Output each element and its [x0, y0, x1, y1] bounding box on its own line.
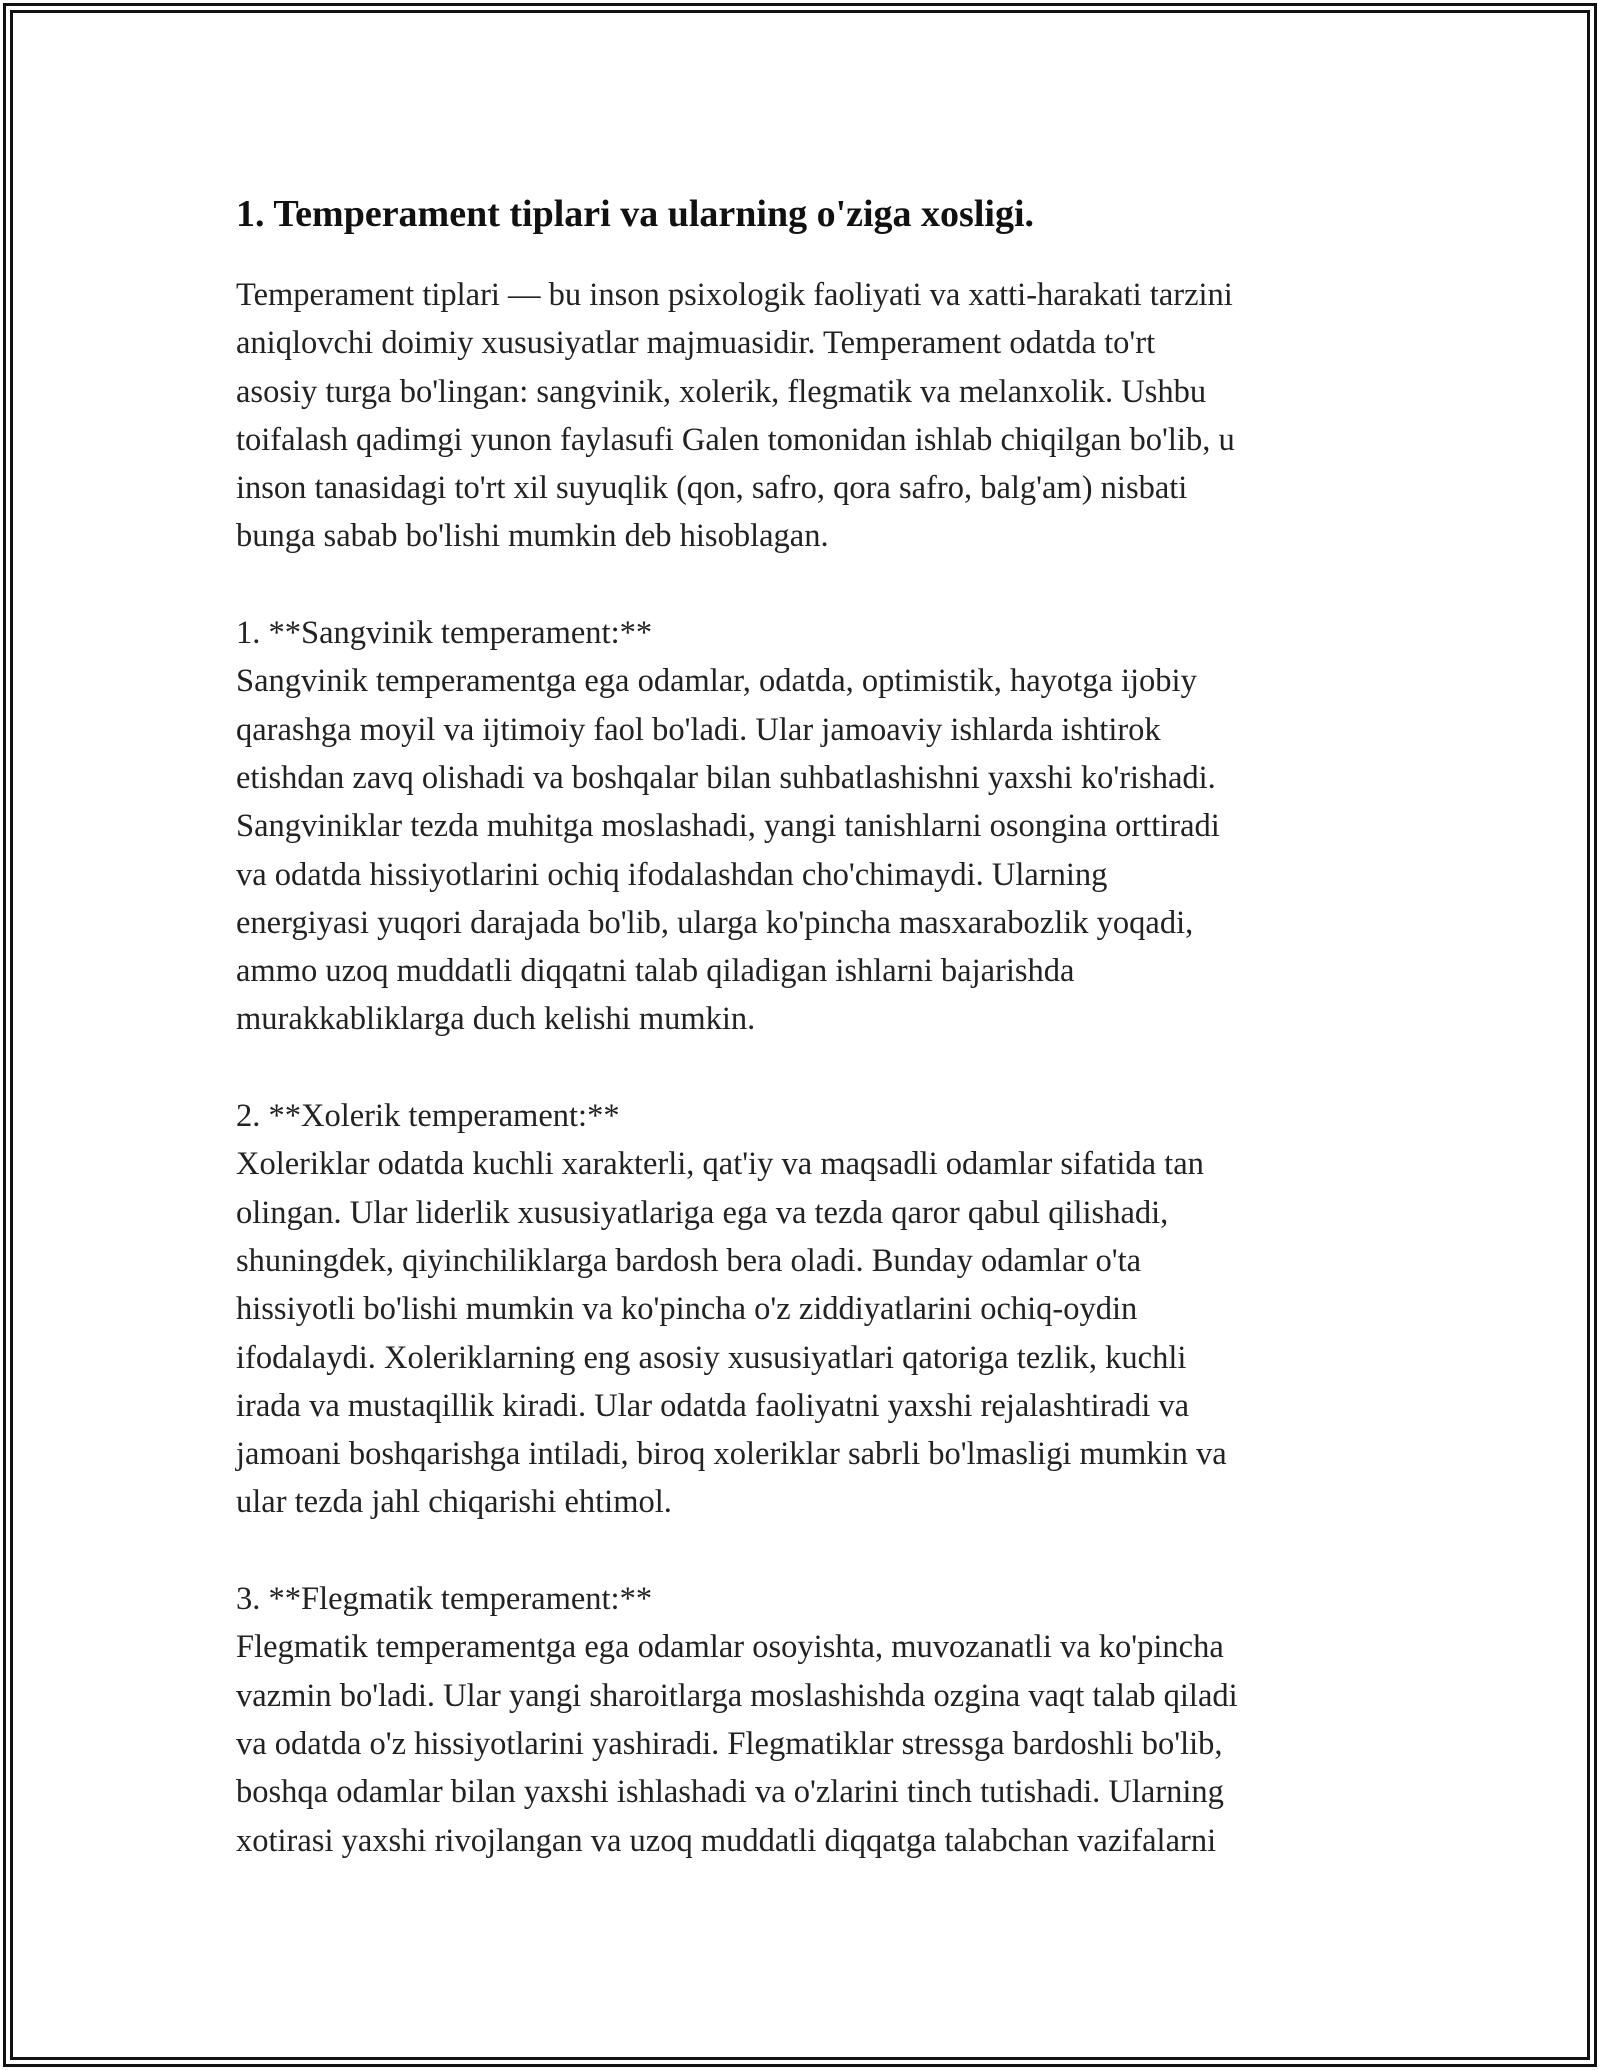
paragraph-gap [236, 1044, 1376, 1092]
text-line: shuningdek, qiyinchiliklarga bardosh bera oladi. Bunday odamlar o'ta [236, 1242, 1142, 1279]
intro-paragraph [236, 271, 1376, 561]
text-line: vazmin bo'ladi. Ular yangi sharoitlarga moslashishda ozgina vaqt talab qiladi [236, 1677, 1238, 1714]
document-body [236, 188, 1376, 1865]
text-line: energiyasi yuqori darajada bo'lib, ularga ko'pincha masxarabozlik yoqadi, [236, 904, 1194, 941]
text-line: irada va mustaqillik kiradi. Ular odatda faoliyatni yaxshi rejalashtiradi va [236, 1387, 1190, 1424]
document-title: 1. Temperament tiplari va ularning o'ziga xosligi. [236, 193, 1035, 235]
text-line: ular tezda jahl chiqarishi ehtimol. [236, 1484, 672, 1521]
text-line: murakkabliklarga duch kelishi mumkin. [236, 1001, 756, 1038]
text-line: xotirasi yaxshi rivojlangan va uzoq muddatli diqqatga talabchan vazifalarni [236, 1822, 1217, 1859]
text-line: toifalash qadimgi yunon faylasufi Galen tomonidan ishlab chiqilgan bo'lib, u [236, 421, 1235, 458]
text-line: Xoleriklar odatda kuchli xarakterli, qat'iy va maqsadli odamlar sifatida tan [236, 1146, 1204, 1183]
text-line: Temperament tiplari — bu inson psixologik faoliyati va xatti-harakati tarzini [236, 277, 1233, 313]
text-line: inson tanasidagi to'rt xil suyuqlik (qon, safro, qora safro, balg'am) nisbati [236, 470, 1188, 507]
text-line: Sangviniklar tezda muhitga moslashadi, yangi tanishlarni osongina orttiradi [236, 808, 1220, 845]
text-line: jamoani boshqarishga intiladi, biroq xoleriklar sabrli bo'lmasligi mumkin va [236, 1436, 1227, 1473]
text-line: va odatda o'z hissiyotlarini yashiradi. Flegmatiklar stressga bardoshli bo'lib, [236, 1725, 1223, 1762]
paragraph-gap [236, 561, 1376, 609]
text-line: va odatda hissiyotlarini ochiq ifodalashdan cho'chimaydi. Ularning [236, 856, 1108, 893]
text-line: asosiy turga bo'lingan: sangvinik, xolerik, flegmatik va melanxolik. Ushbu [236, 373, 1207, 410]
section-heading: 1. **Sangvinik temperament:** [236, 615, 653, 652]
section-sangvinik [236, 609, 1376, 1044]
text-line: qarashga moyil va ijtimoiy faol bo'ladi. Ular jamoaviy ishlarda ishtirok [236, 711, 1161, 748]
section-heading: 2. **Xolerik temperament:** [236, 1098, 620, 1135]
text-line: olingan. Ular liderlik xususiyatlariga ega va tezda qaror qabul qilishadi, [236, 1194, 1169, 1231]
paragraph-gap [236, 1527, 1376, 1575]
section-xolerik [236, 1092, 1376, 1527]
text-line: aniqlovchi doimiy xususiyatlar majmuasidir. Temperament odatda to'rt [236, 325, 1156, 362]
text-line: bunga sabab bo'lishi mumkin deb hisoblagan. [236, 518, 829, 555]
text-line: etishdan zavq olishadi va boshqalar bilan suhbatlashishni yaxshi ko'rishadi. [236, 759, 1216, 796]
text-line: ifodalaydi. Xoleriklarning eng asosiy xususiyatlari qatoriga tezlik, kuchli [236, 1339, 1187, 1376]
text-line: ammo uzoq muddatli diqqatni talab qiladigan ishlarni bajarishda [236, 953, 1075, 990]
text-line: Flegmatik temperamentga ega odamlar osoyishta, muvozanatli va ko'pincha [236, 1629, 1224, 1666]
section-flegmatik [236, 1575, 1376, 1865]
text-line: hissiyotli bo'lishi mumkin va ko'pincha o'z ziddiyatlarini ochiq-oydin [236, 1291, 1138, 1328]
text-line: Sangvinik temperamentga ega odamlar, odatda, optimistik, hayotga ijobiy [236, 663, 1197, 700]
text-line: boshqa odamlar bilan yaxshi ishlashadi va o'zlarini tinch tutishadi. Ularning [236, 1774, 1224, 1811]
section-heading: 3. **Flegmatik temperament:** [236, 1581, 653, 1618]
